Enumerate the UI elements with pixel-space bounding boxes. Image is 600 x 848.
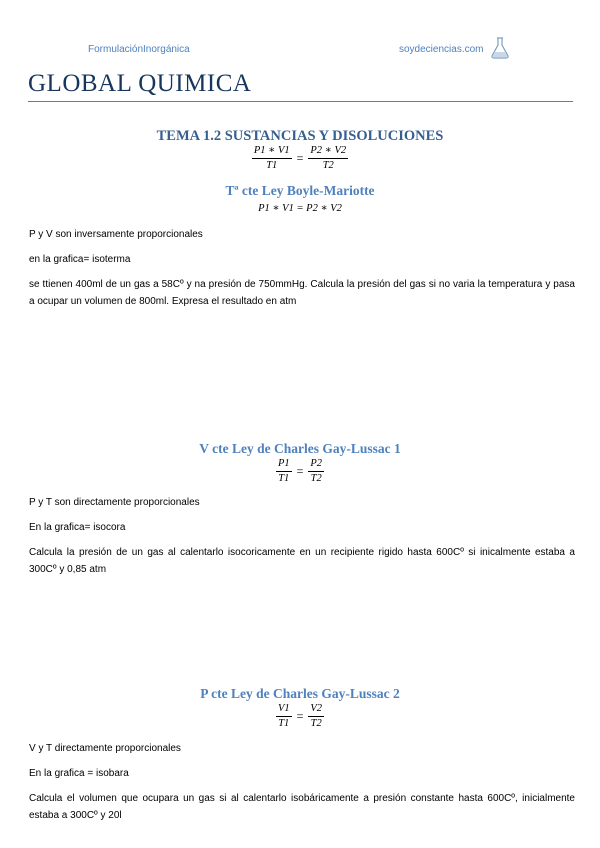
relation-text: P y T son directamente proporcionales [29, 497, 200, 508]
brand-title: GLOBAL QUIMICA [28, 70, 252, 97]
fraction-right [308, 458, 324, 485]
fraction-denominator: T2 [310, 718, 322, 729]
brand-divider [28, 101, 573, 102]
header-left-text: FormulaciónInorgánica [88, 44, 190, 55]
graph-text: En la grafica= isocora [29, 522, 126, 533]
fraction-numerator: P1 [276, 458, 292, 472]
graph-text: en la grafica= isoterma [29, 254, 131, 265]
fraction-right [308, 145, 348, 172]
charles-2-formula [0, 703, 600, 730]
equals-sign: = [296, 151, 304, 165]
fraction-denominator: T1 [278, 718, 290, 729]
fraction-numerator: V1 [276, 703, 292, 717]
fraction-right [308, 703, 324, 730]
problem-text: Calcula la presión de un gas al calentarlo isocoricamente en un recipiente rigido hasta 600Cº si inicalmente estaba a 300Cº y 0,85 atm [29, 547, 575, 575]
section-heading-charles-1: V cte Ley de Charles Gay-Lussac 1 [199, 441, 401, 456]
fraction-numerator: P2 ∗ V2 [308, 145, 348, 159]
fraction-numerator: P2 [308, 458, 324, 472]
fraction-denominator: T1 [266, 160, 278, 171]
equals-sign: = [296, 709, 304, 723]
page-title: TEMA 1.2 SUSTANCIAS Y DISOLUCIONES [156, 128, 444, 144]
flask-icon [490, 37, 510, 59]
equals-sign: = [296, 464, 304, 478]
problem-text: se ttienen 400ml de un gas a 58Cº y na presión de 750mmHg. Calcula la presión del gas si no varia la temperatura y pasa a ocupar un volumen de 800ml. Expresa el resultado en atm [29, 279, 575, 307]
header-right-text[interactable]: soydeciencias.com [399, 44, 484, 55]
formula-text: P1 ∗ V1 = P2 ∗ V2 [258, 203, 342, 214]
relation-text: V y T directamente proporcionales [29, 743, 181, 754]
fraction-numerator: P1 ∗ V1 [252, 145, 292, 159]
fraction-denominator: T1 [278, 473, 290, 484]
fraction-left [252, 145, 292, 172]
problem-text: Calcula el volumen que ocupara un gas si al calentarlo isobáricamente a presión constante hasta 600Cº, inicialmente estaba a 300Cº y 20l [29, 793, 575, 821]
fraction-numerator: V2 [308, 703, 324, 717]
section-heading-charles-2: P cte Ley de Charles Gay-Lussac 2 [200, 686, 400, 701]
graph-text: En la grafica = isobara [29, 768, 129, 779]
fraction-denominator: T2 [322, 160, 334, 171]
charles-1-formula [0, 458, 600, 485]
fraction-left [276, 458, 292, 485]
boyle-formula [0, 202, 600, 214]
fraction-denominator: T2 [310, 473, 322, 484]
relation-text: P y V son inversamente proporcionales [29, 229, 203, 240]
fraction-left [276, 703, 292, 730]
general-gas-formula [0, 145, 600, 172]
section-heading-boyle: Tª cte Ley Boyle-Mariotte [225, 183, 375, 198]
